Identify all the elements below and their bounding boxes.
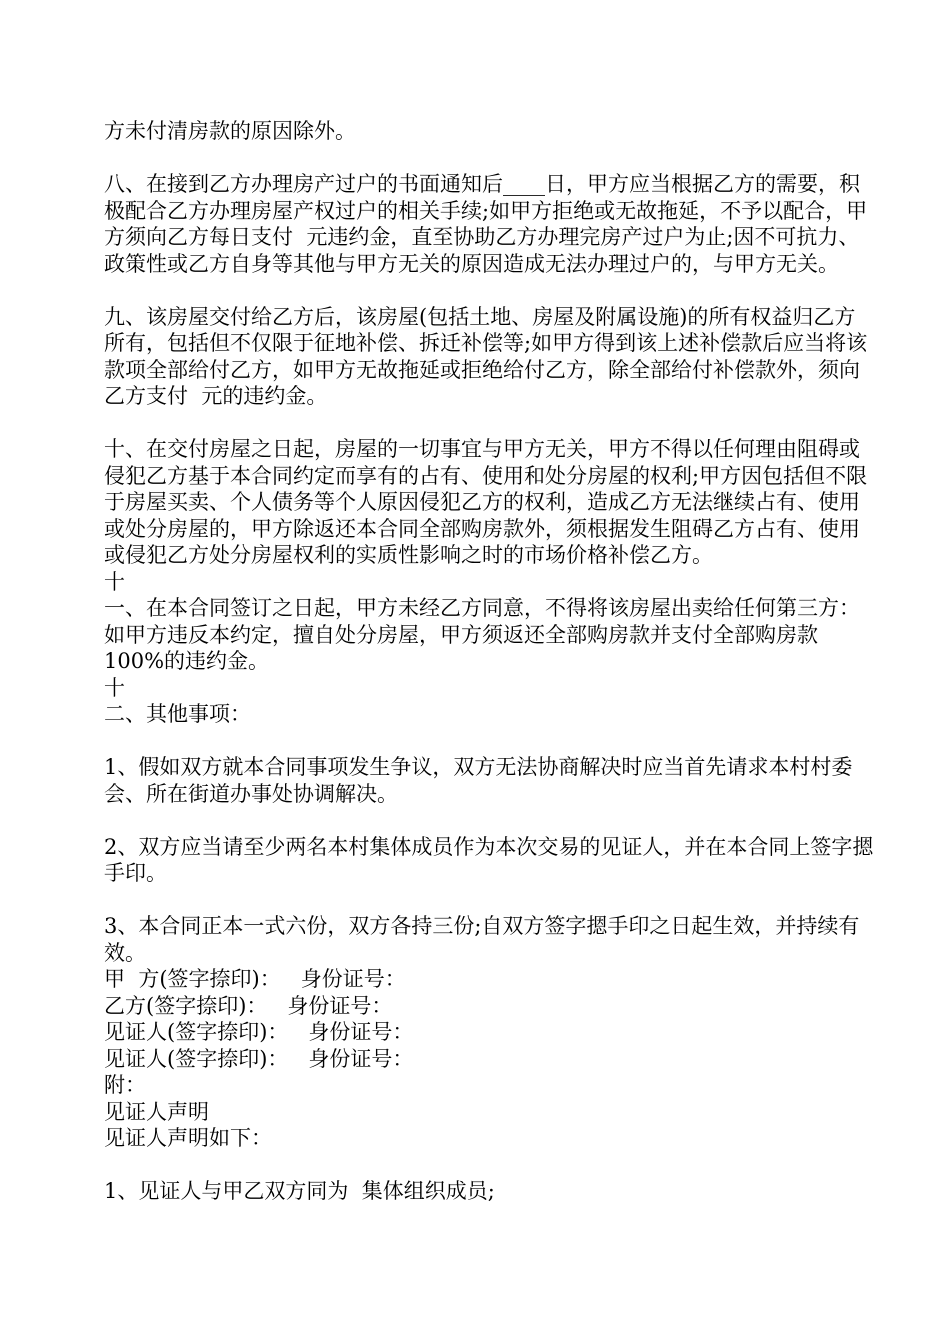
clause-12-heading: 二、其他事项：	[104, 702, 251, 726]
signature-witness-1: 见证人(签字捺印)： 身份证号：	[104, 1020, 414, 1044]
document-page	[104, 118, 874, 1205]
witness-statement-intro: 见证人声明如下：	[104, 1126, 272, 1150]
other-item-2: 2、双方应当请至少两名本村集体成员作为本次交易的见证人，并在本合同上签字摁手印。	[104, 834, 874, 885]
clause-11-number: 十	[104, 569, 125, 594]
other-item-3: 3、本合同正本一式六份，双方各持三份;自双方签字摁手印之日起生效，并持续有效。	[104, 914, 860, 965]
clause-9: 九、该房屋交付给乙方后，该房屋(包括土地、房屋及附属设施)的所有权益归乙方所有，包括但不仅限于征地补偿、拆迁补偿等;如甲方得到该上述补偿款后应当将该款项全部给付乙方，如甲方无故拖延或拒绝给付乙方，除全部给付补偿款外，须向乙方支付 元的违约金。	[104, 304, 868, 408]
signature-witness-2: 见证人(签字捺印)： 身份证号：	[104, 1046, 414, 1071]
attachment-label: 附：	[104, 1073, 146, 1097]
signature-party-b: 乙方(签字捺印)： 身份证号：	[104, 993, 393, 1018]
paragraph-continuation: 方未付清房款的原因除外。	[104, 119, 356, 143]
witness-statement-title: 见证人声明	[104, 1099, 209, 1124]
clause-12-number: 十	[104, 675, 125, 700]
clause-11: 一、在本合同签订之日起，甲方未经乙方同意，不得将该房屋出卖给任何第三方：如甲方违反本约定，擅自处分房屋，甲方须返还全部购房款并支付全部购房款 100%的违约金。	[104, 596, 860, 673]
other-item-1: 1、假如双方就本合同事项发生争议，双方无法协商解决时应当首先请求本村村委会、所在街道办事处协调解决。	[104, 755, 853, 806]
signature-party-a: 甲 方(签字捺印)： 身份证号：	[104, 967, 406, 991]
clause-8: 八、在接到乙方办理房产过户的书面通知后____日，甲方应当根据乙方的需要，积极配合乙方办理房屋产权过户的相关手续;如甲方拒绝或无故拖延，不予以配合，甲方须向乙方每日支付 元违约金，直至协助乙方办理完房产过户为止;因不可抗力、政策性或乙方自身等其他与甲方无关的原因造成无法办理过户的，与甲方无关。	[104, 172, 868, 276]
witness-statement-item-1: 1、见证人与甲乙双方同为 集体组织成员;	[104, 1179, 495, 1203]
clause-10: 十、在交付房屋之日起，房屋的一切事宜与甲方无关，甲方不得以任何理由阻碍或侵犯乙方基于本合同约定而享有的占有、使用和处分房屋的权利;甲方因包括但不限于房屋买卖、个人债务等个人原因侵犯乙方的权利，造成乙方无法继续占有、使用或处分房屋的，甲方除返还本合同全部购房款外，须根据发生阻碍乙方占有、使用或侵犯乙方处分房屋权利的实质性影响之时的市场价格补偿乙方。	[104, 437, 868, 567]
